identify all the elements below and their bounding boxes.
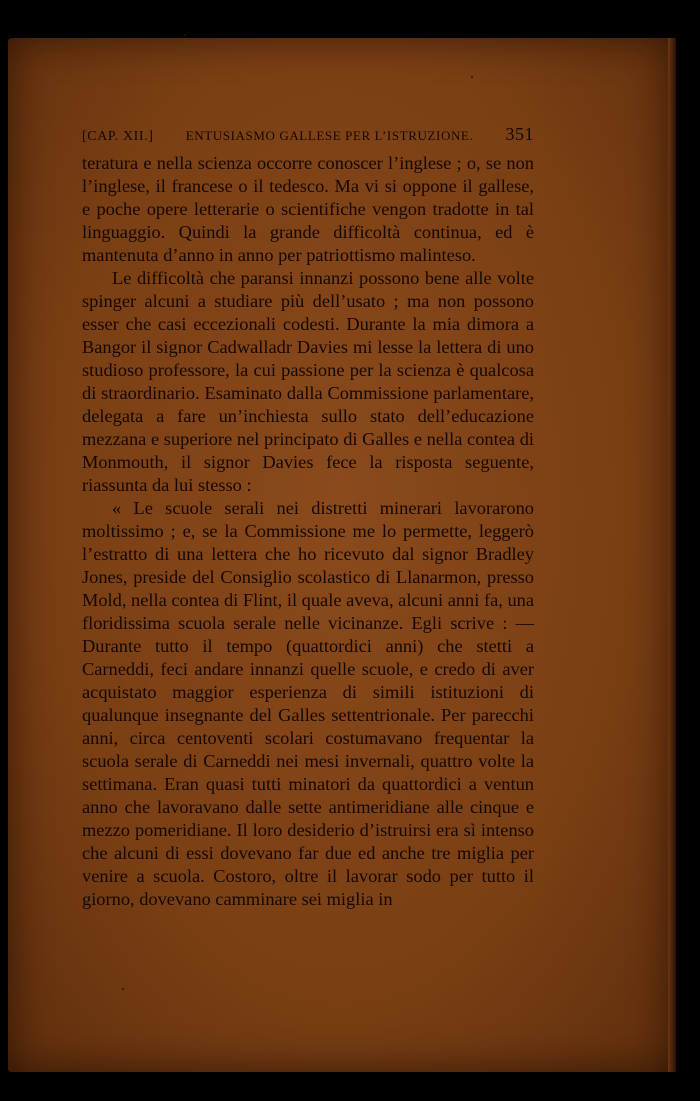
- paragraph: Le difficoltà che paransi innanzi possono bene alle volte spinger alcuni a studiare più dell’usato ; ma non possono esser che casi eccezionali codesti. Durante la mia dimora a Bangor il signor Cadwalladr Davies mi lesse la lettera di uno studioso professore, la cui passione per la scienza è qualcosa di straordinario. Esaminato dalla Commissione parlamentare, delegata a fare un’inchiesta sullo stato dell’educazione mezzana e superiore nel principato di Galles e nella contea di Monmouth, il signor Davies fece la risposta seguente, riassunta da lui stesso :: [82, 268, 534, 495]
- paper-speck: [184, 34, 186, 36]
- body-text: [82, 152, 534, 911]
- page-number: 351: [505, 124, 534, 144]
- book-page: [8, 38, 672, 1072]
- running-head: [82, 124, 534, 148]
- page-edge: [668, 38, 676, 1072]
- text-block: [82, 124, 534, 911]
- paragraph: « Le scuole serali nei distretti minerari lavorarono moltissimo ; e, se la Commissione me lo permette, leggerò l’estratto di una lettera che ho ricevuto dal signor Bradley Jones, preside del Consiglio scolastico di Llanarmon, presso Mold, nella contea di Flint, il quale aveva, alcuni anni fa, una floridissima scuola serale nelle vicinanze. Egli scrive : — Durante tutto il tempo (quattordici anni) che stetti a Carneddi, feci andare innanzi quelle scuole, e credo di aver acquistato maggior esperienza di simili istituzioni di qualunque insegnante del Galles settentrionale. Per parecchi anni, circa centoventi scolari costumavano frequentar la scuola serale di Carneddi nei mesi invernali, quattro volte la settimana. Eran quasi tutti minatori da quattordici a ventun anno che lavoravano dalle sette antimeridiane alle cinque e mezzo pomeridiane. Il loro desiderio d’istruirsi era sì intenso che alcuni di essi dovevano far due ed anche tre miglia per venire a scuola. Costoro, oltre il lavorar sodo per tutto il giorno, dovevano camminare sei miglia in: [82, 498, 534, 909]
- chapter-label: [CAP. XII.]: [82, 129, 154, 144]
- chapter-title: ENTUSIASMO GALLESE PER L’ISTRUZIONE.: [185, 128, 474, 143]
- paper-speck: [122, 988, 124, 990]
- paragraph: teratura e nella scienza occorre conoscer l’inglese ; o, se non l’inglese, il francese o il tedesco. Ma vi si oppone il gallese, e poche opere letterarie o scientifiche vengon tradotte in tal linguaggio. Quindi la grande difficoltà continua, ed è mantenuta d’anno in anno per patriottismo malinteso.: [82, 153, 534, 265]
- paper-speck: [471, 76, 473, 78]
